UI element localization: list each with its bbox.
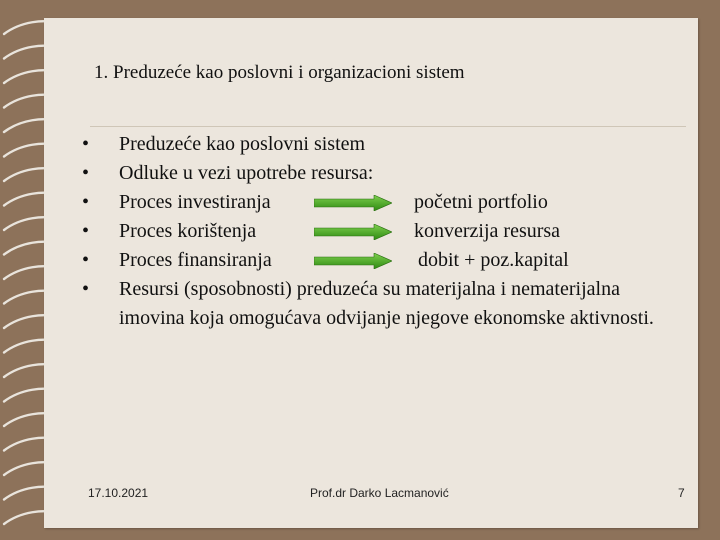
page-number: 7: [678, 486, 685, 500]
bullet-marker: •: [82, 133, 90, 155]
list-item: [82, 217, 682, 246]
footer-date: 17.10.2021: [88, 486, 149, 500]
bullet-result: dobit + poz.kapital: [418, 249, 569, 271]
footer-author: Prof.dr Darko Lacmanović: [310, 486, 449, 500]
bullet-text: Odluke u vezi upotrebe resursa:: [119, 162, 374, 184]
bullet-text: Proces finansiranja: [119, 249, 272, 271]
bullet-text: Proces korištenja: [119, 220, 257, 242]
bullet-result: početni portfolio: [414, 191, 548, 213]
list-item: [82, 130, 682, 159]
bullet-marker: •: [82, 220, 90, 242]
list-item: [82, 188, 682, 217]
bullet-list: [82, 130, 682, 333]
bullet-marker: •: [82, 249, 90, 271]
slide-title: 1. Preduzeće kao poslovni i organizacioni sistem: [94, 62, 465, 83]
bullet-marker: •: [82, 191, 90, 213]
right-arrow-icon: [314, 224, 392, 240]
title-divider: [90, 126, 686, 127]
bullet-marker: •: [82, 278, 90, 300]
bullet-text: Resursi (sposobnosti) preduzeća su materijalna i nematerijalna imovina koja omogućava odvijanje njegove ekonomske aktivnosti.: [119, 278, 654, 329]
right-arrow-icon: [314, 195, 392, 211]
bullet-result: konverzija resursa: [414, 220, 561, 242]
right-arrow-icon: [314, 253, 392, 269]
bullet-marker: •: [82, 162, 90, 184]
list-item: [82, 275, 682, 333]
list-item: [82, 159, 682, 188]
bullet-text: Preduzeće kao poslovni sistem: [119, 133, 366, 155]
bullet-text: Proces investiranja: [119, 191, 271, 213]
list-item: [82, 246, 682, 275]
